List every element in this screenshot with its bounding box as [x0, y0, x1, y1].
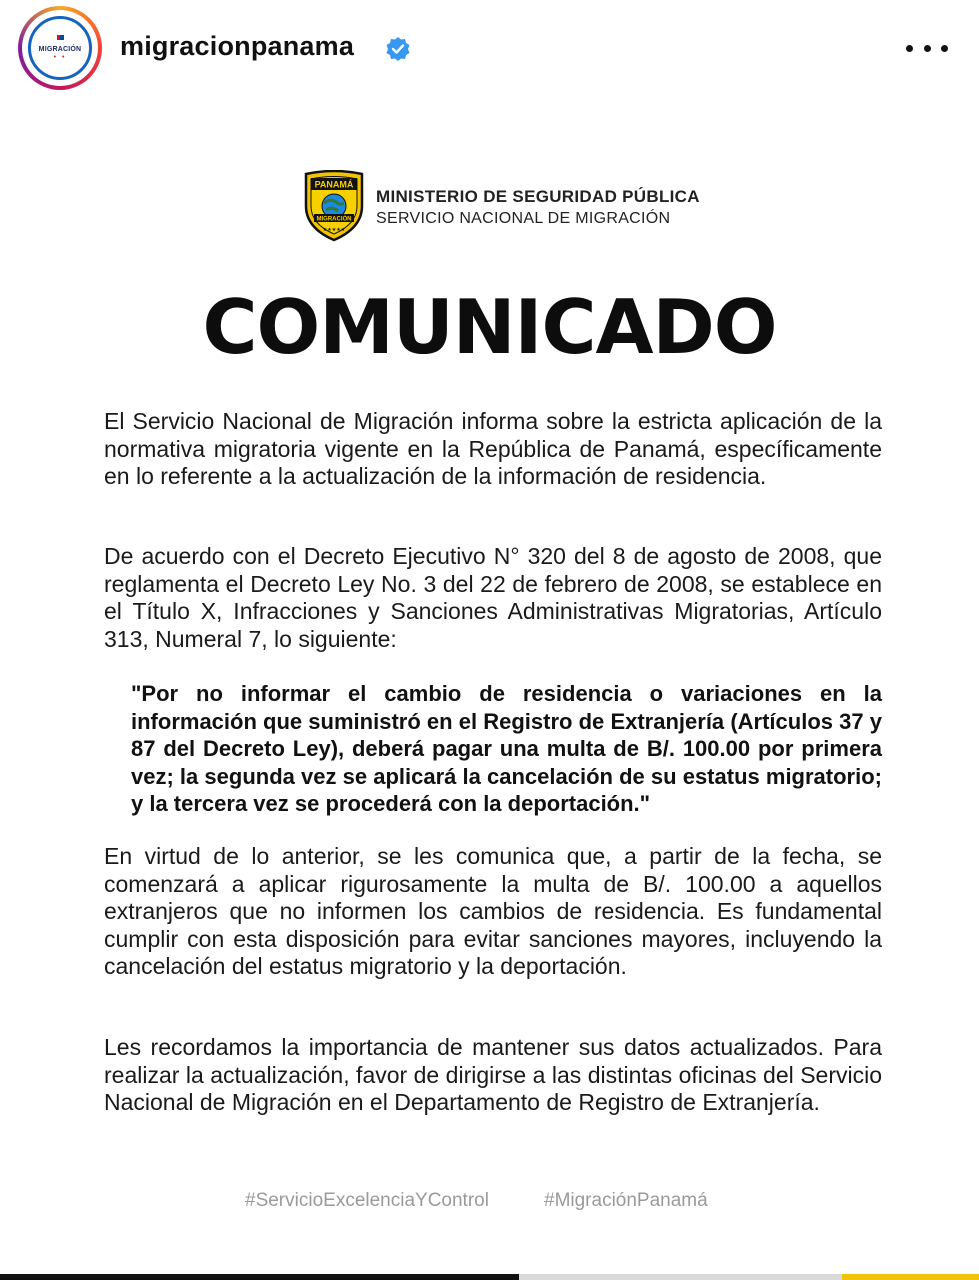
paragraph-reminder: Les recordamos la importancia de mantener sus datos actualizados. Para realizar la actualización, favor de dirigirse a las distintas oficinas del Servicio Nacional de Migración en el Departamento de Registro de Extranjería. — [104, 1034, 882, 1115]
avatar-text: MIGRACIÓN — [38, 46, 82, 53]
carousel-progress-segment — [0, 1274, 519, 1280]
post-header — [0, 0, 979, 98]
username[interactable]: migracionpanama — [120, 31, 355, 61]
avatar-inner — [22, 10, 98, 86]
hashtag[interactable]: #ServicioExcelenciaYControl — [245, 1190, 489, 1211]
svg-text:PANAMÁ: PANAMÁ — [314, 179, 354, 190]
panama-flag-icon — [53, 35, 67, 44]
paragraph-intro: El Servicio Nacional de Migración informa sobre la estricta aplicación de la normativa migratoria vigente en la República de Panamá, específicamente en lo referente a la actualización de la información de residencia. — [104, 408, 882, 489]
ministry-line-2: SERVICIO NACIONAL DE MIGRACIÓN — [376, 210, 671, 227]
svg-text:★★★★★: ★★★★★ — [322, 227, 346, 233]
paragraph-fine: En virtud de lo anterior, se les comunica que, a partir de la fecha, se comenzará a aplicar rigurosamente la multa de B/. 100.00 a aquellos extranjeros que no informen los cambios de residencia. Es fundamental cumplir con esta disposición para evitar sanciones mayores, incluyendo la cancelación del estatus migratorio y la deportación. — [104, 843, 882, 979]
avatar-dots: • • — [53, 54, 67, 61]
avatar[interactable] — [18, 6, 102, 90]
migracion-shield-logo — [302, 170, 366, 242]
carousel-progress-segment — [842, 1274, 979, 1280]
ministry-heading — [376, 186, 700, 230]
communique-title: COMUNICADO — [202, 283, 777, 371]
avatar-logo — [28, 16, 92, 80]
paragraph-decree: De acuerdo con el Decreto Ejecutivo N° 320 del 8 de agosto de 2008, que reglamenta el Decreto Ley No. 3 del 22 de febrero de 2008, se establece en el Título X, Infracciones y Sanciones Administrativas Migratorias, Artículo 313, Numeral 7, lo siguiente: — [104, 543, 882, 652]
decree-quote: "Por no informar el cambio de residencia o variaciones en la información que suministró en el Registro de Extranjería (Artículos 37 y 87 del Decreto Ley), deberá pagar una multa de B/. 100.00 por primera vez; la segunda vez se aplicará la cancelación de su estatus migratorio; y la tercera vez se procederá con la deportación." — [131, 681, 882, 816]
carousel-progress-segment — [519, 1274, 842, 1280]
carousel-progress-bar — [0, 1274, 979, 1280]
verified-badge-icon — [385, 36, 411, 62]
ministry-line-1: MINISTERIO DE SEGURIDAD PÚBLICA — [376, 187, 700, 206]
hashtag[interactable]: #MigraciónPanamá — [544, 1190, 708, 1211]
more-options-icon[interactable] — [906, 36, 948, 60]
svg-text:MIGRACIÓN: MIGRACIÓN — [316, 216, 352, 223]
